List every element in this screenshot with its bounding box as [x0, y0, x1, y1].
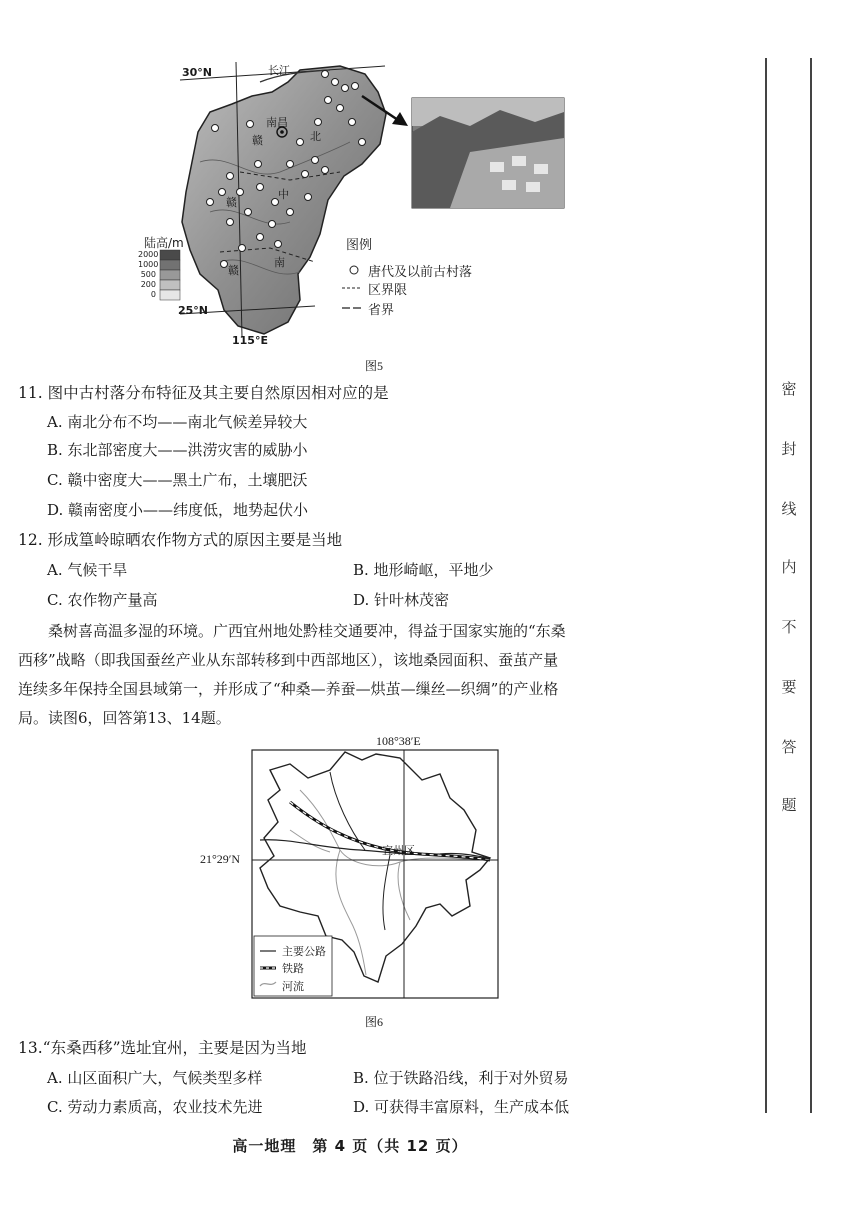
q12-option-b: B. 地形崎岖，平地少	[353, 561, 494, 579]
passage-line-1	[18, 617, 690, 646]
legend-railway: 铁路	[282, 962, 304, 975]
elevation-swatch	[160, 270, 180, 280]
level-2000: 2000	[138, 250, 159, 259]
yangtze-label: 长江	[268, 64, 290, 77]
legend-road: 主要公路	[282, 945, 326, 958]
legend-title: 图例	[346, 238, 373, 253]
city-label: 宜州区	[382, 844, 415, 857]
q13-stem: 13.“东桑西移”选址宜州，主要是因为当地	[18, 1039, 307, 1057]
q12-option-a: A. 气候干旱	[47, 561, 128, 579]
lon-label: 108°38′E	[376, 734, 421, 748]
elevation-swatch	[160, 280, 180, 290]
gan-label-1: 赣	[252, 134, 263, 147]
q13-option-d: D. 可获得丰富原料，生产成本低	[353, 1098, 570, 1116]
q11-option-b: B. 东北部密度大——洪涝灾害的威胁小	[47, 441, 308, 459]
figure6	[190, 730, 510, 1005]
passage-line-4: 局。读图6，回答第13、14题。	[18, 709, 231, 727]
lon115-label: 115°E	[232, 334, 268, 347]
nan-label: 南	[274, 256, 285, 269]
zhong-label: 中	[278, 188, 289, 201]
seal-char-3: 线	[781, 500, 797, 518]
q11-option-a: A. 南北分布不均——南北气候差异较大	[47, 413, 308, 431]
page-footer: 高一地理 第 4 页（共 12 页）	[232, 1137, 468, 1155]
level-200: 200	[140, 280, 156, 289]
seal-char-2: 封	[781, 440, 797, 458]
seal-char-4: 内	[781, 558, 797, 576]
figure5	[140, 52, 580, 352]
q12-option-d: D. 针叶林茂密	[353, 591, 450, 609]
elevation-legend-levels	[138, 250, 159, 300]
level-0: 0	[150, 290, 156, 299]
q11-stem: 11. 图中古村落分布特征及其主要自然原因相对应的是	[18, 384, 389, 402]
passage-line-1-text: 桑树喜高温多湿的环境。广西宜州地处黔桂交通要冲，得益于国家实施的“东桑	[48, 622, 566, 640]
elevation-swatch	[160, 290, 180, 300]
passage-line-2: 西移”战略（即我国蚕丝产业从东部转移到中西部地区），该地桑园面积、蚕茧产量	[18, 651, 559, 669]
figure5-caption: 图5	[365, 359, 384, 373]
nanchang-label: 南昌	[266, 116, 288, 129]
elevation-swatch	[160, 250, 180, 260]
seal-char-6: 要	[781, 678, 797, 696]
passage-line-3: 连续多年保持全国县域第一，并形成了“种桑—养蚕—烘茧—缫丝—织绸”的产业格	[18, 680, 559, 698]
elevation-legend-swatches	[160, 250, 180, 300]
q11-option-c: C. 赣中密度大——黑土广布，土壤肥沃	[47, 471, 308, 489]
q13-option-b: B. 位于铁路沿线，利于对外贸易	[353, 1069, 569, 1087]
yizhou-map	[190, 730, 510, 1005]
lat30-label: 30°N	[182, 66, 213, 79]
legend-villages: 唐代及以前古村落	[368, 265, 473, 280]
legend-region-boundary: 区界限	[368, 283, 408, 298]
lat25-label: 25°N	[178, 304, 209, 317]
legend-river: 河流	[282, 980, 304, 993]
seal-line-left	[765, 58, 767, 1113]
elevation-swatch	[160, 260, 180, 270]
lat-label: 21°29′N	[200, 852, 241, 866]
gan-label-3: 赣	[228, 264, 239, 277]
q13-option-a: A. 山区面积广大，气候类型多样	[47, 1069, 263, 1087]
seal-char-7: 答	[781, 738, 797, 756]
q11-option-d: D. 赣南密度小——纬度低，地势起伏小	[47, 501, 309, 519]
figure6-caption: 图6	[365, 1015, 384, 1029]
gan-label-2: 赣	[226, 196, 237, 209]
seal-char-8: 题	[781, 796, 797, 814]
seal-char-5: 不	[781, 618, 797, 636]
seal-char-1: 密	[781, 380, 797, 398]
level-500: 500	[140, 270, 156, 279]
q12-stem: 12. 形成篁岭晾晒农作物方式的原因主要是当地	[18, 531, 343, 549]
q13-option-c: C. 劳动力素质高，农业技术先进	[47, 1098, 263, 1116]
bei-label: 北	[310, 130, 321, 143]
q12-option-c: C. 农作物产量高	[47, 591, 158, 609]
legend-province-boundary: 省界	[368, 303, 395, 318]
level-1000: 1000	[138, 260, 159, 269]
seal-line-right	[810, 58, 812, 1113]
elevation-legend-title: 陆高/m	[144, 236, 184, 250]
passage	[18, 617, 690, 733]
